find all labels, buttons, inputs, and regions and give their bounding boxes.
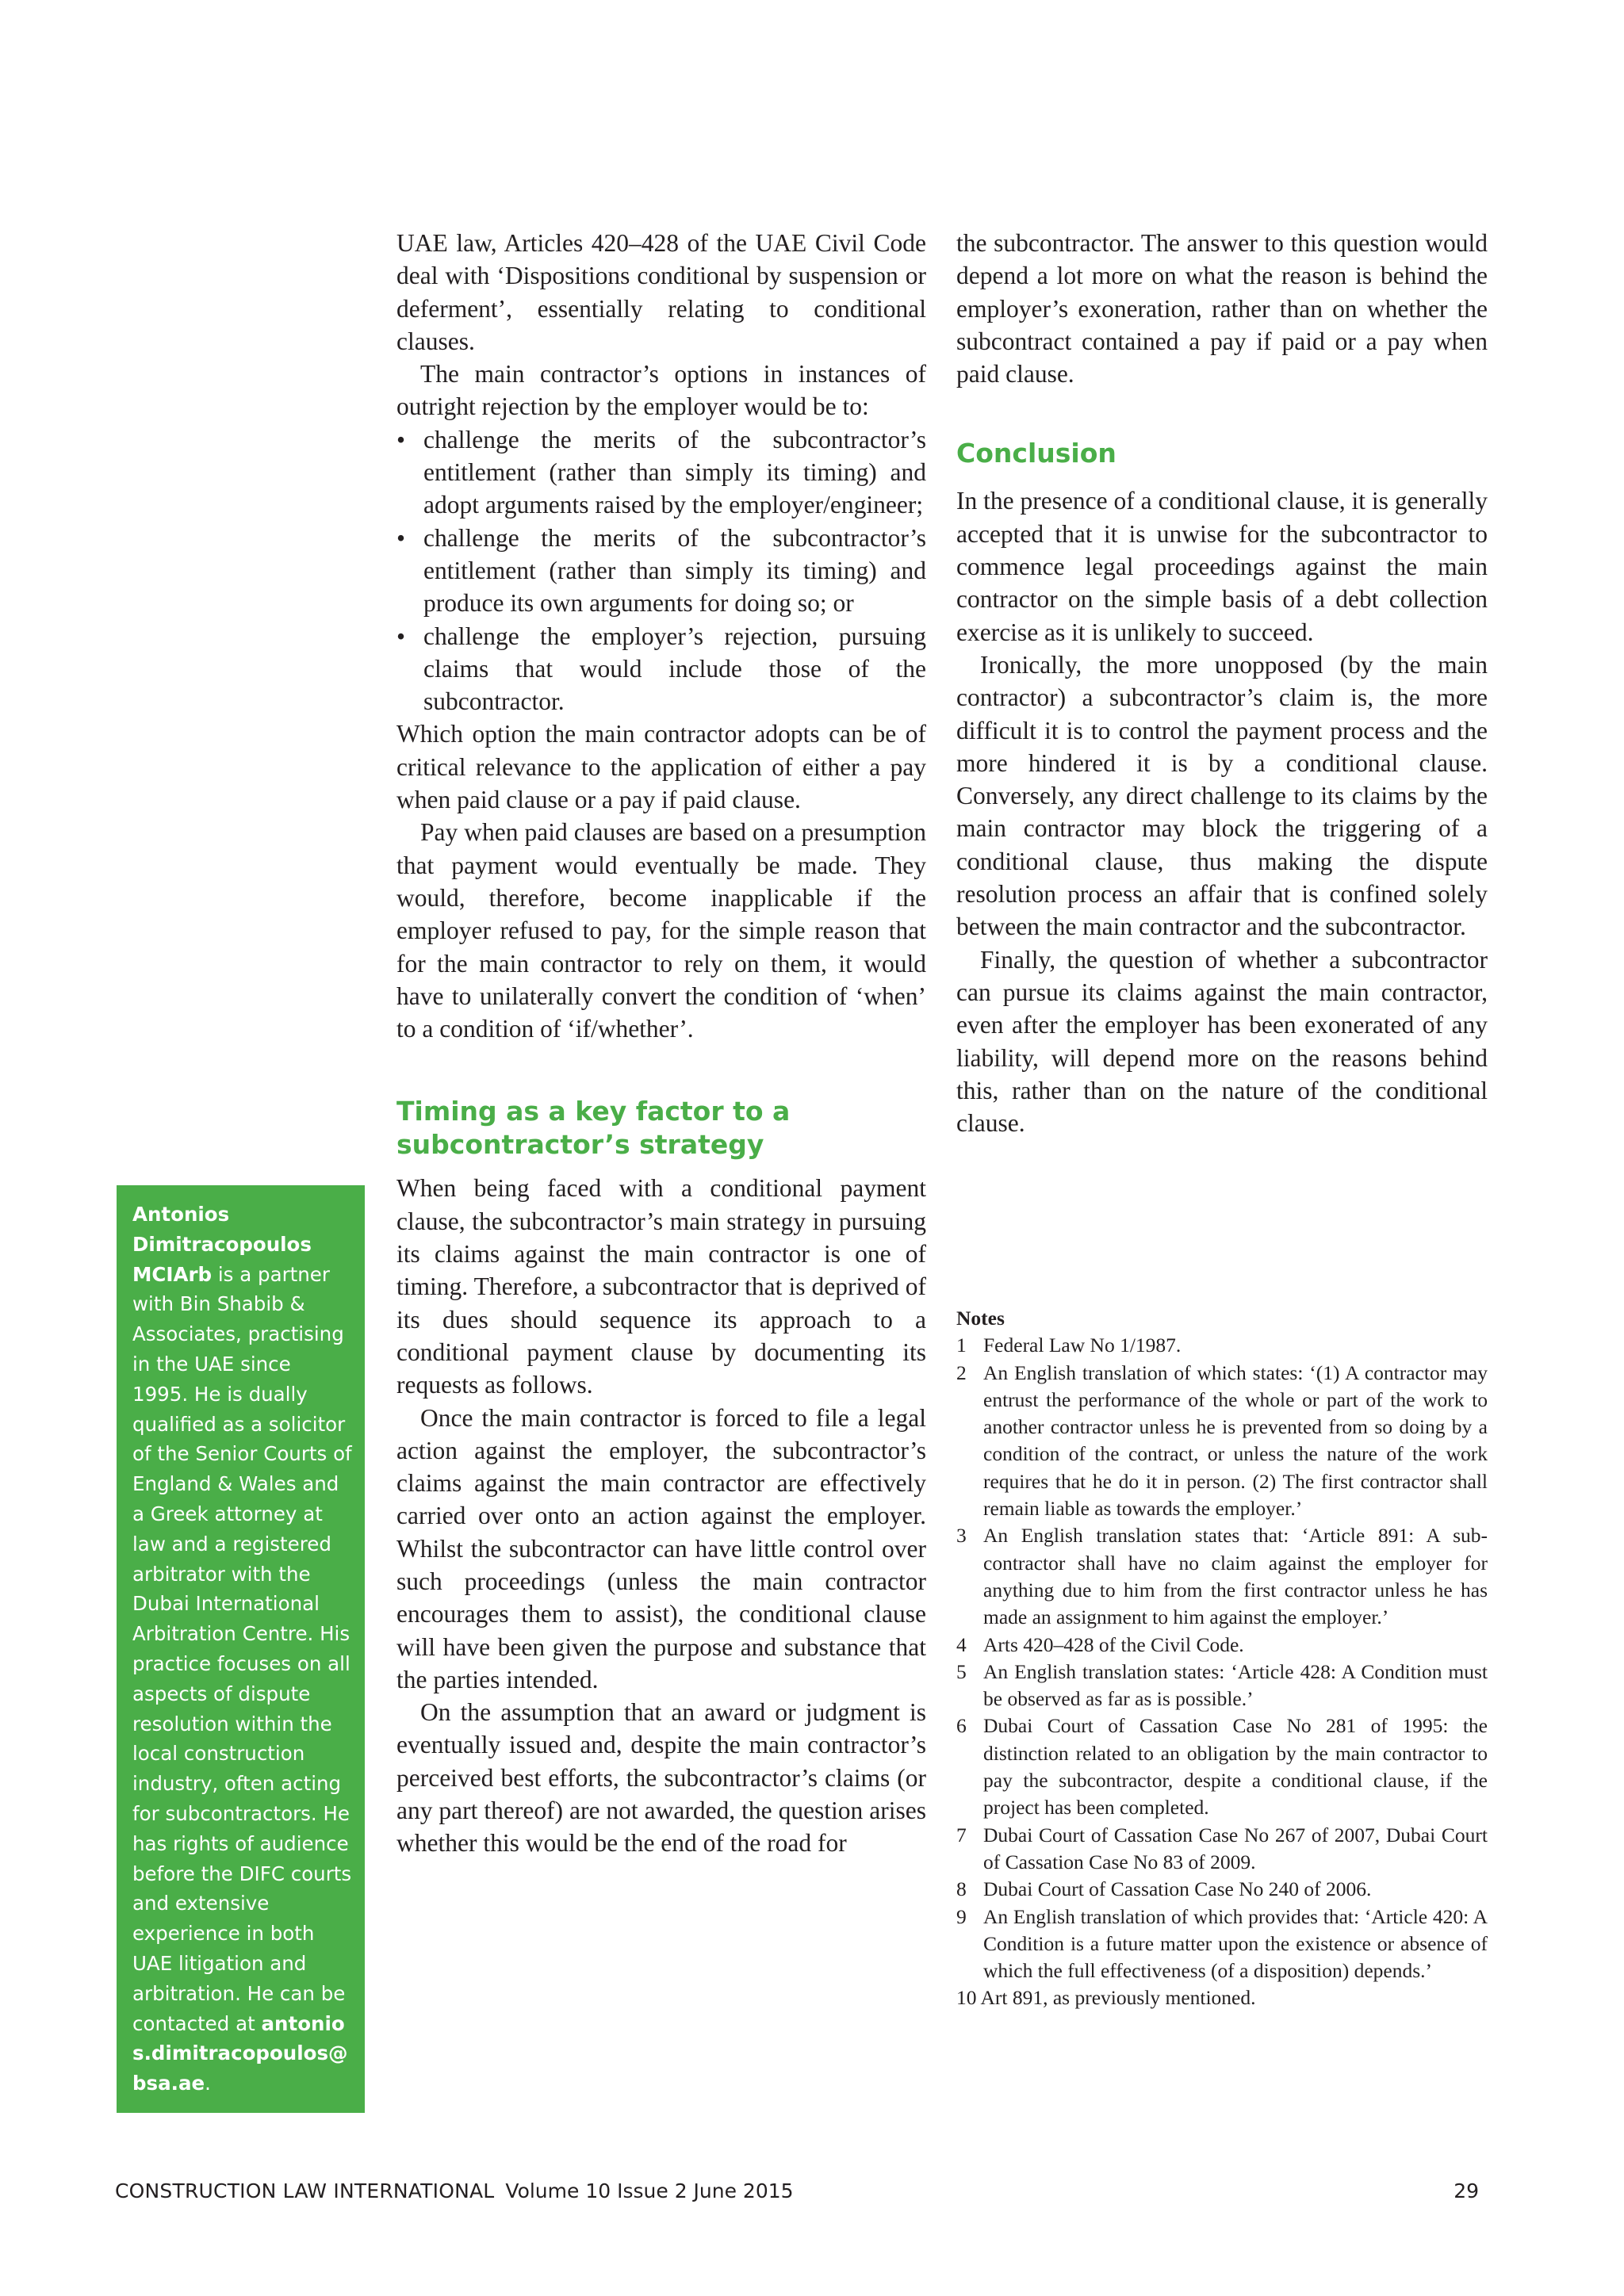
note-number: 5	[956, 1659, 967, 1683]
note-text: An English translation states that: ‘Article 891: A sub-contractor shall have no claim against the employer for anything due to him from the first contractor unless he has made an assignment to him against the employer.’	[983, 1524, 1488, 1629]
note-item	[956, 1632, 1488, 1659]
footer-left	[115, 2179, 794, 2202]
note-item	[956, 1984, 1488, 2011]
paragraph: Finally, the question of whether a subcontractor can pursue its claims against the main contractor, even after the employer has been exonerated of any liability, will depend more on the reasons behind this, rather than on the nature of the conditional clause.	[956, 945, 1488, 1138]
page-footer	[115, 2179, 1479, 2211]
note-item	[956, 1822, 1488, 1877]
author-bio-box	[117, 1185, 365, 2113]
notes-title: Notes	[956, 1307, 1005, 1330]
options-list	[396, 423, 926, 718]
note-text: An English translation states: ‘Article 428: A Condition must be observed as far as is possible.’	[983, 1659, 1488, 1711]
author-name: Antonios Dimitracopoulos MCIArb	[132, 1203, 312, 1286]
page-number: 29	[1454, 2179, 1479, 2202]
paragraph: When being faced with a conditional payment clause, the subcontractor’s main strategy in pursuing its claims against the main contractor is one of timing. Therefore, a subcontractor that is deprived of its dues should sequence its approach to a conditional payment clause by documenting its requests as follows.	[396, 1174, 926, 1399]
publication-name: CONSTRUCTION LAW INTERNATIONAL	[115, 2179, 495, 2202]
note-item	[956, 1332, 1488, 1359]
paragraph: UAE law, Articles 420–428 of the UAE Civil Code deal with ‘Dispositions conditional by suspension or deferment’, essentially relating to conditional clauses.	[396, 229, 926, 355]
note-number: 9	[956, 1904, 967, 1928]
note-number: 3	[956, 1524, 967, 1548]
paragraph: Ironically, the more unopposed (by the main contractor) a subcontractor’s claim is, the more difficult it is to control the payment process and the more hindered it is by a conditional clause. Conversely, any direct challenge to its claims by the main contractor may block the triggering of a conditional clause, thus making the dispute resolution process an affair that is confined solely between the main contractor and the subcontractor.	[956, 650, 1488, 941]
paragraph: On the assumption that an award or judgment is eventually issued and, despite the main contractor’s perceived best efforts, the subcontractor’s claims (or any part thereof) are not awarded, the question arises whether this would be the end of the road for	[396, 1698, 926, 1858]
note-item	[956, 1904, 1488, 1985]
issue-info: Volume 10 Issue 2 June 2015	[505, 2179, 794, 2202]
author-email[interactable]: antonios.dimitracopoulos@bsa.ae	[132, 2011, 348, 2095]
note-number: 1	[956, 1334, 967, 1357]
note-text: Dubai Court of Cassation Case No 240 of 2006.	[983, 1877, 1372, 1901]
section-heading: Conclusion	[956, 438, 1116, 469]
bio-end: .	[205, 2072, 211, 2095]
note-item	[956, 1659, 1488, 1713]
left-column	[396, 227, 926, 1860]
note-number: 7	[956, 1823, 967, 1846]
note-text: Federal Law No 1/1987.	[983, 1334, 1182, 1357]
note-text: Dubai Court of Cassation Case No 281 of 1995: the distinction related to an obligation by the main contractor to pay the subcontractor, despite a conditional clause, if the project has been completed.	[983, 1714, 1488, 1820]
note-item	[956, 1360, 1488, 1523]
paragraph: The main contractor’s options in instances of outright rejection by the employer would be to:	[396, 360, 926, 421]
note-number: 6	[956, 1714, 967, 1738]
paragraph: Which option the main contractor adopts can be of critical relevance to the application of either a pay when paid clause or a pay if paid clause.	[396, 720, 926, 814]
author-bio	[132, 1200, 352, 2099]
note-text: Arts 420–428 of the Civil Code.	[983, 1632, 1244, 1656]
list-item: • challenge the merits of the subcontractor’s entitlement (rather than simply its timing) and adopt arguments raised by the employer/engineer;	[396, 423, 926, 522]
note-text: Dubai Court of Cassation Case No 267 of 2007, Dubai Court of Cassation Case No 83 of 2009.	[983, 1823, 1488, 1873]
note-number: 2	[956, 1360, 967, 1384]
paragraph: Pay when paid clauses are based on a presumption that payment would eventually be made. They would, therefore, become inapplicable if the employer refused to pay, for the simple reason that for the main contractor to rely on them, it would have to unilaterally convert the condition of ‘when’ to a condition of ‘if/whether’.	[396, 818, 926, 1043]
note-item	[956, 1522, 1488, 1631]
section-heading: Timing as a key factor to a subcontractor’s strategy	[396, 1096, 791, 1161]
note-item	[956, 1712, 1488, 1821]
notes-list	[956, 1332, 1488, 2011]
notes-section	[956, 1305, 1488, 2012]
list-item: • challenge the merits of the subcontractor’s entitlement (rather than simply its timing) and produce its own arguments for doing so; or	[396, 522, 926, 620]
note-text: An English translation of which states: ‘(1) A contractor may entrust the performance of the whole or part of the work to another contractor unless he is prevented from so doing by a condition of the contract, or unless the nature of the work requires that he do it in person. (2) The first contractor shall remain liable as towards the employer.’	[983, 1360, 1488, 1521]
note-number: 8	[956, 1877, 967, 1901]
list-item: • challenge the employer’s rejection, pursuing claims that would include those of the subcontractor.	[396, 620, 926, 718]
paragraph: Once the main contractor is forced to file a legal action against the employer, the subcontractor’s claims against the main contractor are effectively carried over onto an action against the employer. Whilst the subcontractor can have little control over such proceedings (unless the main contractor encourages them to assist), the conditional clause will have been given the purpose and substance that the parties intended.	[396, 1403, 926, 1693]
note-number: 4	[956, 1632, 967, 1656]
note-text: An English translation of which provides that: ‘Article 420: A Condition is a future matter upon the existence or absence of which the full effectiveness (of a disposition) depends.’	[983, 1904, 1488, 1983]
right-column	[956, 227, 1488, 1139]
author-bio-text: is a partner with Bin Shabib & Associates, practising in the UAE since 1995. He is dually qualified as a solicitor of the Senior Courts of England & Wales and a Greek attorney at law and a registered arbitrator with the Dubai International Arbitration Centre. His practice focuses on all aspects of dispute resolution within the local construction industry, often acting for subcontractors. He has rights of audience before the DIFC courts and extensive experience in both UAE litigation and arbitration. He can be contacted at	[132, 1262, 352, 2035]
paragraph: In the presence of a conditional clause, it is generally accepted that it is unwise for the subcontractor to commence legal proceedings against the main contractor on the simple basis of a debt collection exercise as it is unlikely to succeed.	[956, 487, 1488, 646]
paragraph: the subcontractor. The answer to this question would depend a lot more on what the reason is behind the employer’s exoneration, rather than on whether the subcontract contained a pay if paid or a pay when paid clause.	[956, 229, 1488, 388]
note-text: Art 891, as previously mentioned.	[980, 1986, 1256, 2010]
note-number: 10	[956, 1986, 977, 2010]
note-item	[956, 1876, 1488, 1903]
